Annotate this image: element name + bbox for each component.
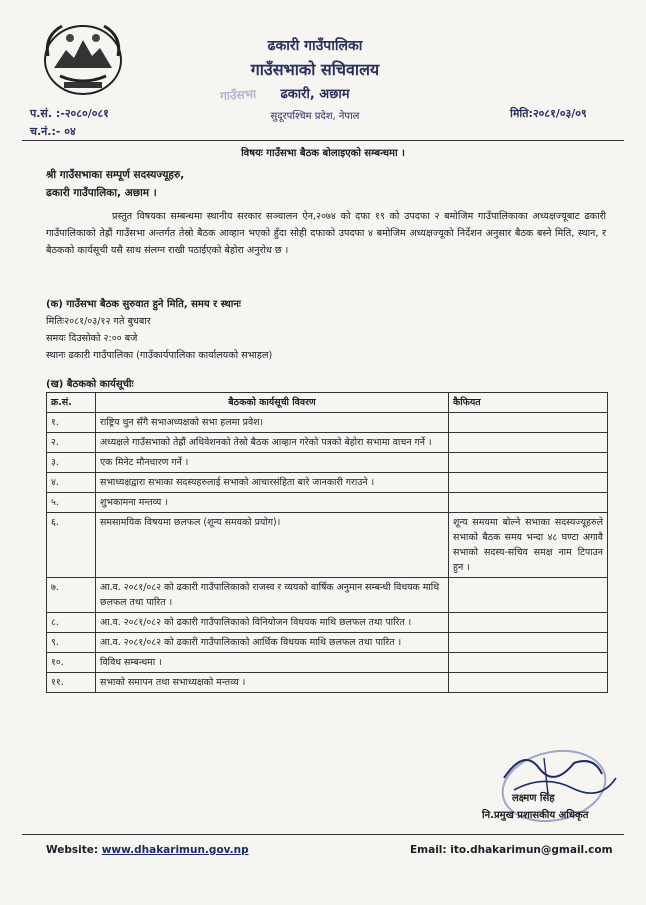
- table-row: [47, 473, 608, 493]
- agenda-description: सभाको समापन तथा सभाध्यक्षको मन्तव्य ।: [96, 673, 449, 693]
- agenda-table: [46, 392, 608, 693]
- table-row: [47, 493, 608, 513]
- table-row: [47, 433, 608, 453]
- agenda-description: आ.व. २०८१/०८२ को ढकारी गाउँपालिकाको विनियोजन विधयक माथि छलफल तथा पारित ।: [96, 613, 449, 633]
- table-row: [47, 613, 608, 633]
- column-header-description: बैठकको कार्यसूची विवरण: [96, 393, 449, 413]
- table-row: [47, 513, 608, 578]
- meeting-place: स्थानः ढकारी गाउँपालिका (गाउँकार्यपालिका कार्यालयको सभाहल): [46, 350, 273, 361]
- signatory-title: नि.प्रमुख प्रशासकीय अधिकृत: [482, 810, 589, 821]
- nepal-emblem-icon: [40, 16, 126, 98]
- meeting-time: समयः दिउसोको २:०० बजे: [46, 333, 138, 344]
- column-header-sn: क्र.सं.: [47, 393, 96, 413]
- fiscal-year: प.सं. :-२०८०/०८१: [30, 107, 109, 120]
- agenda-sn: ९.: [47, 633, 96, 653]
- meeting-date: मितिः२०८१/०३/१२ गते बुधबार: [46, 316, 151, 327]
- org-secretariat: गाउँसभाको सचिवालय: [250, 60, 380, 79]
- agenda-description: एक मिनेट मौनधारण गर्ने ।: [96, 453, 449, 473]
- signatory-name: लक्ष्मण सिंह: [512, 793, 555, 804]
- website-label: Website:: [46, 844, 99, 856]
- org-location: ढकारी, अछाम: [280, 87, 350, 102]
- agenda-remark: [449, 613, 608, 633]
- agenda-description: राष्ट्रिय धुन सँगै सभाअध्यक्षको सभा हलमा प्रवेश।: [96, 413, 449, 433]
- addressee-line2: ढकारी गाउँपालिका, अछाम ।: [46, 187, 157, 199]
- agenda-sn: १०.: [47, 653, 96, 673]
- agenda-remark: [449, 578, 608, 613]
- org-name: ढकारी गाउँपालिका: [267, 38, 363, 54]
- footer-email: [410, 844, 613, 856]
- section-a-title: (क) गाउँसभा बैठक सुरुवात हुने मिति, समय र स्थानः: [46, 299, 241, 310]
- body-paragraph: प्रस्तुत विषयका सम्बन्धमा स्थानीय सरकार सञ्चालन ऐन,२०७४ को दफा १९ को उपदफा २ बमोजिम गाउँपालिकाका अध्यक्षज्यूबाट ढकारी गाउँपालिकाको तेह्रौं गाउँसभा अन्तर्गत तेस्रो बैठक आव्हान भएको हुँदा सोही दफाको उपदफा ४ बमोजिम अध्यक्षज्यूको निर्देशन अनुसार बैठक बस्ने मिति, स्थान, र बैठकको कार्यसूची यसै साथ संलग्न राखी पठाईएको बेहोरा अनुरोध छ ।: [46, 211, 606, 256]
- agenda-sn: ७.: [47, 578, 96, 613]
- agenda-sn: ५.: [47, 493, 96, 513]
- table-row: [47, 413, 608, 433]
- agenda-sn: ४.: [47, 473, 96, 493]
- agenda-sn: १.: [47, 413, 96, 433]
- agenda-sn: ८.: [47, 613, 96, 633]
- email-label: Email:: [410, 844, 447, 856]
- agenda-description: आ.व. २०८१/०८२ को ढकारी गाउँपालिकाको आर्थिक विधयक माथि छलफल तथा पारित ।: [96, 633, 449, 653]
- table-header-row: [47, 393, 608, 413]
- agenda-remark: [449, 473, 608, 493]
- table-row: [47, 578, 608, 613]
- agenda-sn: ३.: [47, 453, 96, 473]
- agenda-remark: [449, 413, 608, 433]
- agenda-description: अध्यक्षले गाउँसभाको तेह्रौं अधिवेशनको तेस्रो बैठक आव्हान गरेको पत्रको बेहोरा सभामा वाचन गर्ने ।: [96, 433, 449, 453]
- footer-divider: [22, 834, 624, 835]
- section-b-title: (ख) बैठकको कार्यसूचीः: [46, 379, 134, 390]
- footer-website: [46, 844, 249, 856]
- agenda-description: आ.व. २०८१/०८२ को ढकारी गाउँपालिकाको राजस्व र व्ययको वार्षिक अनुमान सम्बन्धी विधयक माथि छलफल तथा पारित ।: [96, 578, 449, 613]
- agenda-sn: २.: [47, 433, 96, 453]
- subject-line: विषयः गाउँसभा बैठक बोलाइएको सम्बन्धमा ।: [241, 148, 405, 159]
- header-divider: [22, 140, 624, 141]
- faint-stamp: गाउँसभा: [219, 86, 257, 104]
- column-header-remarks: कैफियत: [449, 393, 608, 413]
- agenda-remark: [449, 673, 608, 693]
- table-row: [47, 453, 608, 473]
- table-row: [47, 653, 608, 673]
- agenda-description: विविध सम्बन्धमा ।: [96, 653, 449, 673]
- agenda-remark: [449, 453, 608, 473]
- agenda-remark: [449, 433, 608, 453]
- agenda-remark: [449, 653, 608, 673]
- agenda-description: शुभकामना मन्तव्य ।: [96, 493, 449, 513]
- website-link[interactable]: www.dhakarimun.gov.np: [101, 844, 249, 856]
- agenda-remark: [449, 493, 608, 513]
- addressee-line1: श्री गाउँसभाका सम्पूर्ण सदस्यज्यूहरु,: [46, 169, 185, 181]
- agenda-description: समसामयिक विषयमा छलफल (शून्य समयको प्रयोग)।: [96, 513, 449, 578]
- agenda-sn: ११.: [47, 673, 96, 693]
- agenda-description: सभाध्यक्षद्वारा सभाका सदस्यहरुलाई सभाको आचारसंहिता बारे जानकारी गराउने ।: [96, 473, 449, 493]
- agenda-sn: ६.: [47, 513, 96, 578]
- table-row: [47, 633, 608, 653]
- org-province: सुदूरपश्चिम प्रदेश, नेपाल: [270, 111, 360, 122]
- agenda-remark: [449, 633, 608, 653]
- letter-date: मिति:२०८१/०३/०९: [510, 107, 587, 120]
- agenda-remark: शून्य समयमा बोल्ने सभाका सदस्यज्यूहरुले सभाको बैठक समय भन्दा ४८ घण्टा अगावै सभाको सदस्य-सचिव समक्ष नाम टिपाउन हुन ।: [449, 513, 608, 578]
- table-row: [47, 673, 608, 693]
- dispatch-number: च.नं.:- ०४: [30, 125, 76, 138]
- email-link[interactable]: ito.dhakarimun@gmail.com: [450, 844, 613, 856]
